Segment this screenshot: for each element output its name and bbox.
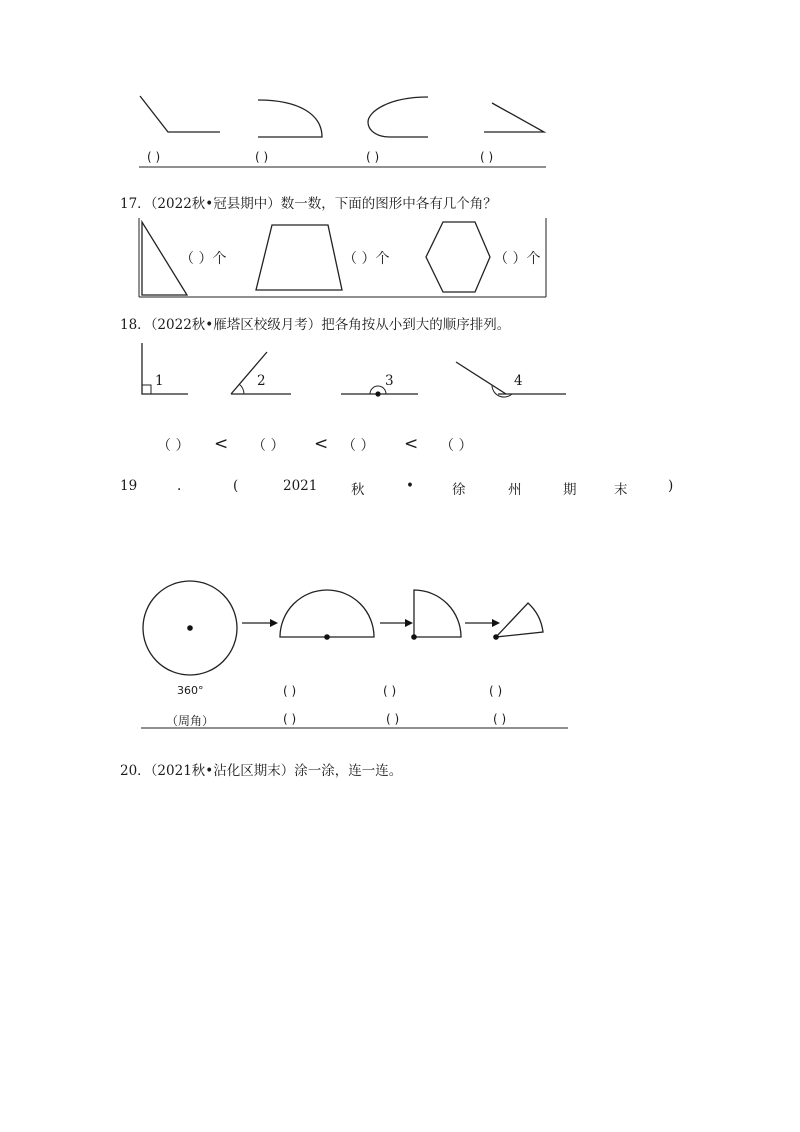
q17-blank-hexagon[interactable]: （ ）个 [494,251,541,267]
q19-semicircle [280,590,374,637]
q18-less-than-1: < [214,434,229,454]
q17-blank-triangle[interactable]: （ ）个 [180,251,227,267]
q18-question-text: 18．（2022秋•雁塔区校级月考）把各角按从小到大的顺序排列。 [120,317,511,333]
q19-circle-degree: 360° [177,684,204,697]
q17-blank-trapezoid[interactable]: （ ）个 [343,251,390,267]
q18-less-than-2: < [314,434,329,454]
q16-blank-1[interactable]: ( ) [147,150,161,164]
q19-row2-blank-1[interactable]: ( ) [283,712,297,726]
q19-row2-blank-3[interactable]: ( ) [493,712,507,726]
q19-quarter-circle [414,590,461,637]
q19-center-dot-semicircle [324,634,330,640]
q19-center-dot-circle [187,625,193,631]
q19-center-dot-quarter [411,634,417,640]
q18-label-3: 3 [385,373,394,389]
q18-less-than-3: < [404,434,419,454]
q19-center-dot-sector [493,634,499,640]
q18-order-blank-3[interactable]: （ ） [342,438,375,454]
q17-question-text: 17．（2022秋•冠县期中）数一数，下面的图形中各有几个角？ [120,196,497,212]
q19-row2-blank-2[interactable]: ( ) [386,712,400,726]
q18-order-blank-1[interactable]: （ ） [157,438,190,454]
q18-label-2: 2 [257,373,266,389]
q18-label-4: 4 [514,373,523,389]
q18-order-blank-2[interactable]: （ ） [252,438,285,454]
q19-sector [496,603,543,637]
q19-row1-blank-3[interactable]: ( ) [489,684,503,698]
q16-blank-3[interactable]: ( ) [366,150,380,164]
q18-order-blank-4[interactable]: （ ） [440,438,473,454]
q20-question-text: 20．（2021秋•沾化区期末）涂一涂，连一连。 [120,763,403,779]
q19-row1-blank-1[interactable]: ( ) [283,684,297,698]
q19-circle-name: （周角） [166,714,215,728]
q16-blank-4[interactable]: ( ) [480,150,494,164]
q19-row1-blank-2[interactable]: ( ) [383,684,397,698]
q16-blank-2[interactable]: ( ) [255,150,269,164]
q18-label-1: 1 [155,373,164,389]
